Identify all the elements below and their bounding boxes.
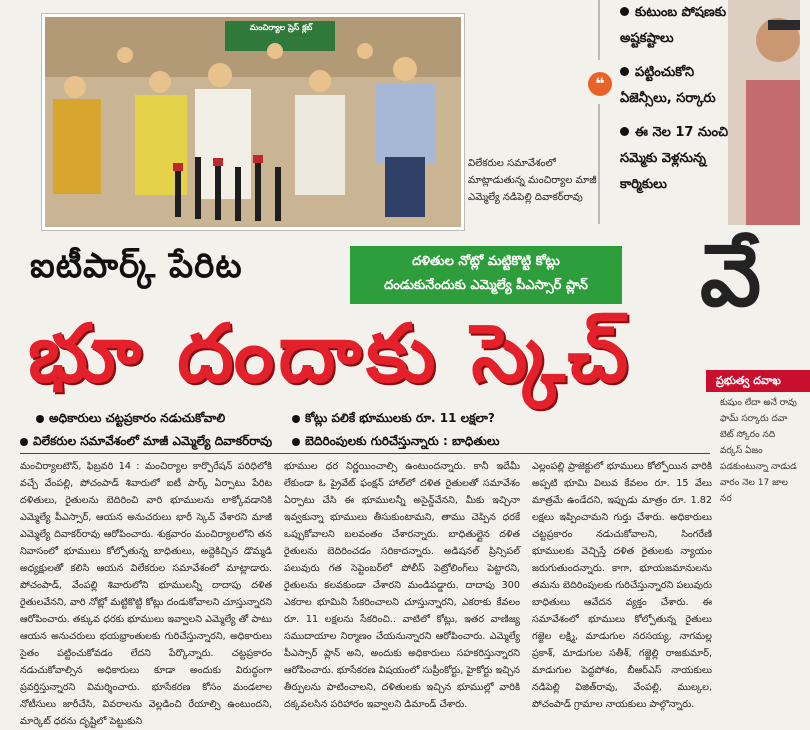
portrait-photo: [728, 0, 800, 225]
photo-caption: విలేకరుల సమావేశంలో మాట్లాడుతున్న మంచిర్యాల మాజీ ఎమ్మెల్యే నడిపెల్లి దివాకర్‌రావు: [468, 158, 597, 203]
sub-point: అధికారులు చట్టప్రకారం నడుచుకోవాలి: [36, 411, 225, 428]
adjacent-article-text: కుషుం లేదా అనే రావు ఫామ్ సర్కారు దవా బెట్ స్కోరం నది వర్కస్ ఏజం పడకుంటున్నా నాడుడ వారం నెల 17 జాల నర: [720, 398, 797, 504]
green-subheadline: దళితుల నోట్లో మట్టికొట్టి కోట్లు దండుకునేందుకు ఎమ్మెల్యే పీఎస్సార్ ప్లాన్: [350, 246, 622, 304]
banner-text: మంచిర్యాల ప్రెస్ క్లబ్: [249, 23, 313, 32]
photo-illustration: [45, 17, 461, 227]
bullet-dot-icon: [292, 415, 300, 423]
bullet-dot-icon: [20, 438, 28, 446]
adjacent-headline-fragment: వే: [700, 226, 762, 326]
sub-point: కోట్లు పలికే భూములకు రూ. 11 లక్షలా?: [292, 411, 495, 428]
article-column-3: ఎల్లంపల్లి ప్రాజెక్టులో భూములు కోల్పోయిన వారికి అప్పటి భూమి విలువ కేవలం రూ. 15 వేలు మాత్రమే ఉండేదని, ఇప్పుడు మాత్రం రూ. 1.82 లక్షలు ఇప్పించామని గుర్తు చేశారు. అధికారులు చట్టప్రకారం నడుచుకోవాలని, సింగరేణి భూములకు వెచ్చిస్తే దళిత రైతులకు న్యాయం జరుగుతుందన్నారు. కాగా, భూయజమానులను తమను బెదిరింపులకు గురిచేస్తున్నారని పలువురు బాధితులు ఆవేదన వ్యక్తం చేశారు. ఈ సమావేశంలో భూములు కోల్పోతున్న రైతులు గజ్జెల లక్ష్మి, మాడుగుల నరసయ్య, నాగమల్ల ప్రకాశ్, మాడుగుల సతీశ్, గజ్జెల్లి రాజకుమార్, మాడుగుల పెద్దపోశం, బీఆర్ఎస్ నాయకులు నడిపెల్లి విజిత్‌రావు, వేంపల్లి, ముల్కల, పోచంపాడ్ గ్రామాల నాయకులు పాల్గొన్నారు.: [532, 461, 712, 710]
adjacent-red-bar: ప్రభుత్వ దవాఖ: [706, 370, 810, 392]
article-column-2: భూముల ధర నిర్ణయించాల్సి ఉంటుందన్నారు. కానీ ఇదేమీ లేకుండా ఓ ప్రైవేట్ ఫంక్షన్ హాల్‌లో దళిత రైతులతో సమావేశం ఏర్పాటు చేసి ఈ భూములన్నీ అసైన్డ్‌వేనని, మీకు ఇచ్చినా ఇవ్వకున్నా భూములు తీసుకుంటామని, తాము చెప్పిన ధరకే ఒప్పుకోవాలని బలవంతం చేశారన్నారు. బాధితుల్లైన దళిత రైతులను బెదిరించడం సరికాదన్నారు. అడిషనల్ ప్రిన్సిపల్ పలువురు గత సెప్టెంబర్‌లో పోలీస్ పెట్రోలింగ్‌లు పెట్టారని, రైతులను కలవకుండా చేశారని మండిపడ్డారు. దాదాపు 300 ఎకరాల భూమిని సేకరించాలని చూస్తున్నారని, ఎకరాకు కేవలం రూ. 11 లక్షలను సేకరించి.. వాటిలో కోట్లు, ఇతర వాణిజ్య సముదాయాల నిర్మాణం చేయనున్నారని ఆరోపించారు. ఎమ్మెల్యే పీఎస్సార్ ప్లాన్ అని, అందుకు అధికారులు సహకరిస్తున్నారని ఆరోపించారు. భూసేకరణ విషయంలో సుప్రీంకోర్టు, హైకోర్టు ఇచ్చిన తీర్పులను పాటించాలని, దళితులకు ఇచ్చిన భూముల్లో వారికి దక్కవలసిన పరిహారం ఇవ్వాలని డిమాండ్ చేశారు.: [284, 461, 520, 710]
bullet-list: [620, 0, 730, 198]
press-conference-photo: [42, 14, 464, 230]
bullet-dot-icon: [620, 67, 629, 76]
kicker-headline: ఐటీపార్క్ పేరిట: [30, 246, 243, 286]
divider-line: [598, 0, 600, 60]
bullet-dot-icon: [292, 438, 300, 446]
divider-line: [598, 104, 600, 224]
quote-icon: ❝: [588, 72, 612, 96]
bullet-item: పట్టించుకోని ఏజెన్సీలు, సర్కారు: [620, 65, 716, 106]
sub-point: విలేకరుల సమావేశంలో మాజీ ఎమ్మెల్యే దివాకర్‌రావు: [20, 434, 272, 451]
bullet-item: కుటుంబ పోషణకు అష్టకష్టాలు: [620, 5, 727, 46]
bullet-dot-icon: [620, 7, 629, 16]
divider-line: [20, 453, 710, 454]
article-column-1: మంచిర్యాలటౌన్, ఫిబ్రవరి 14 : మంచిర్యాల కార్పొరేషన్ పరిధిలోకి వచ్చే వేంపల్లి, పోచంపాడ్ శివారులో ఐటీ పార్క్ ఏర్పాటు పేరిట దళితులు, రైతులను బెదిరించి వారి భూములను లాక్కోవడానికి ఎమ్మెల్యే పీఎస్సార్, ఆయన అనుచరులు భారీ స్కెచ్ వేశారని మాజీ ఎమ్మెల్యే దివాకర్‌రావు ఆరోపించారు. శుక్రవారం మంచిర్యాలలోని తన నివాసంలో భూములు కోల్పోతున్న బాధితులు, అద్దెకిచ్చిన డొమ్మడి అధ్యక్షులతో కలిసి ఆయన విలేకరుల సమావేశంలో మాట్లాడారు. పోచంపాడ్, వేంపల్లి శివారులోని భూములన్నీ దాదాపు దళిత రైతులవేనని, వారి నోట్లో మట్టికొట్టి కోట్లు దండుకోవాలని చూస్తున్నారని ఆరోపించారు. తక్కువ ధరకు భూములు ఇవ్వాలని ఎమ్మెల్యే తో పాటు ఆయన అనుచరులు భయభ్రాంతులకు గురిచేస్తున్నారని, అధికారులు సైతం పట్టించుకోవడం లేదని పేర్కొన్నారు. చట్టప్రకారం నడుచుకోవాల్సిన అధికారులు కూడా అందుకు విరుద్ధంగా ప్రవర్తిస్తున్నారని విమర్శించారు. భూసేకరణ కోసం మండలాల నోటీసులు జారీచేసి, వివరాలను వెల్లడించి రేయాల్సి ఉంటుందని, మార్కెట్ ధరను దృష్టిలో పెట్టుకుని: [20, 461, 272, 727]
bullet-item: ఈ నెల 17 నుంచి సమ్మెకు వెళ్లనున్న కార్మికులు: [620, 125, 729, 192]
portrait-illustration: [728, 0, 800, 225]
bullet-dot-icon: [36, 415, 44, 423]
bullet-dot-icon: [620, 127, 629, 136]
main-headline: భూ దందాకు స్కెచ్: [28, 307, 633, 400]
sub-point: బెదిరింపులకు గురిచేస్తున్నారు : బాధితులు: [292, 434, 499, 451]
